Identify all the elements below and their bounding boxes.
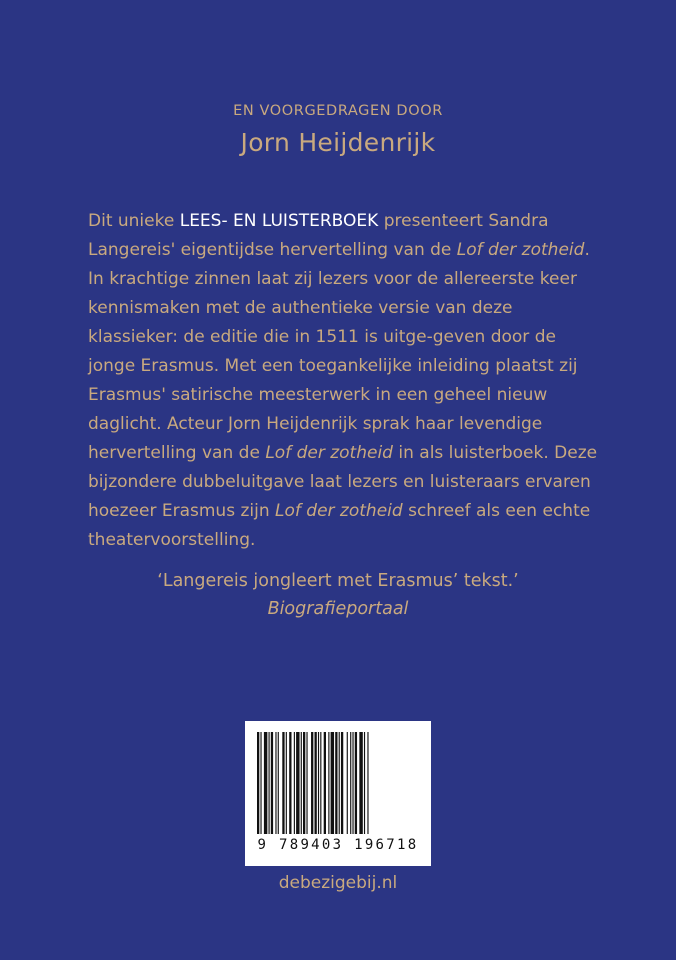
review-quote [0,567,676,623]
barcode-bar [311,732,313,834]
quote-text: ‘Langereis jongleert met Erasmus’ tekst.’ [157,571,519,591]
publisher-website: debezigebij.nl [278,873,398,893]
barcode-bar [278,732,279,834]
barcode-bar [303,732,305,834]
barcode-bar [324,732,326,834]
barcode-bar [286,732,287,834]
blurb-text: . In krachtige zinnen laat zij lezers voor de allereerste keer kennismaken met de authentieke versie van deze klassieker: de editie die in 1511 is uitge-geven door de jonge Erasmus. Met een toegankelijke inleiding plaatst zij Erasmus' satirische meesterwerk in een geheel nieuw daglicht. Acteur Jorn Heijdenrijk sprak haar levendige hervertelling van de [88,240,590,463]
isbn-digits: 9 789403 196718 [257,837,419,853]
barcode-bar [269,732,270,834]
barcode-bar [301,732,302,834]
barcode-bar [264,732,267,834]
barcode-bar [331,732,334,834]
book-title: Lof der zotheid [456,240,585,260]
blurb-highlight: LEES- EN LUISTERBOEK [179,211,379,231]
blurb-text: in als luisterboek. Deze bijzondere dubbeluitgave laat lezers en luisteraars ervaren hoezeer Erasmus zijn [88,443,598,521]
barcode-bar [320,732,321,834]
book-title: Lof der zotheid [265,443,393,463]
barcode-bar [282,732,284,834]
book-title: Lof der zotheid [275,501,403,521]
credit-line: EN VOORGEDRAGEN DOOR [233,103,443,119]
barcode-bar [335,732,337,834]
barcode-bar [306,732,307,834]
barcode-bar [260,732,261,834]
blurb-text: presenteert Sandra Langereis' eigentijdse hervertelling van de [88,211,549,260]
narrator-name: Jorn Heijdenrijk [240,128,436,157]
quote-source: Biografieportaal [267,599,409,619]
barcode-bar [341,732,343,834]
barcode-bar [289,732,291,834]
barcode-bar [294,732,295,834]
barcode-box [245,721,431,866]
barcode-bar [271,732,273,834]
barcode-bar [339,732,340,834]
barcode-bar [328,732,329,834]
blurb-paragraph [88,207,598,555]
barcode-bar [315,732,317,834]
barcode-bar [347,732,348,834]
barcode-bar [352,732,353,834]
barcode-bar [318,732,319,834]
barcode-bar [350,732,351,834]
barcode-bar [359,732,362,834]
blurb-text: schreef als een echte theatervoorstelling. [88,501,591,550]
blurb-text: Dit unieke [88,211,180,231]
barcode-image [255,732,421,836]
barcode-bar [296,732,299,834]
barcode-bar [275,732,276,834]
barcode-bar [364,732,365,834]
barcode-bar [367,732,368,834]
barcode-bar [355,732,357,834]
barcode-bar [257,732,259,834]
